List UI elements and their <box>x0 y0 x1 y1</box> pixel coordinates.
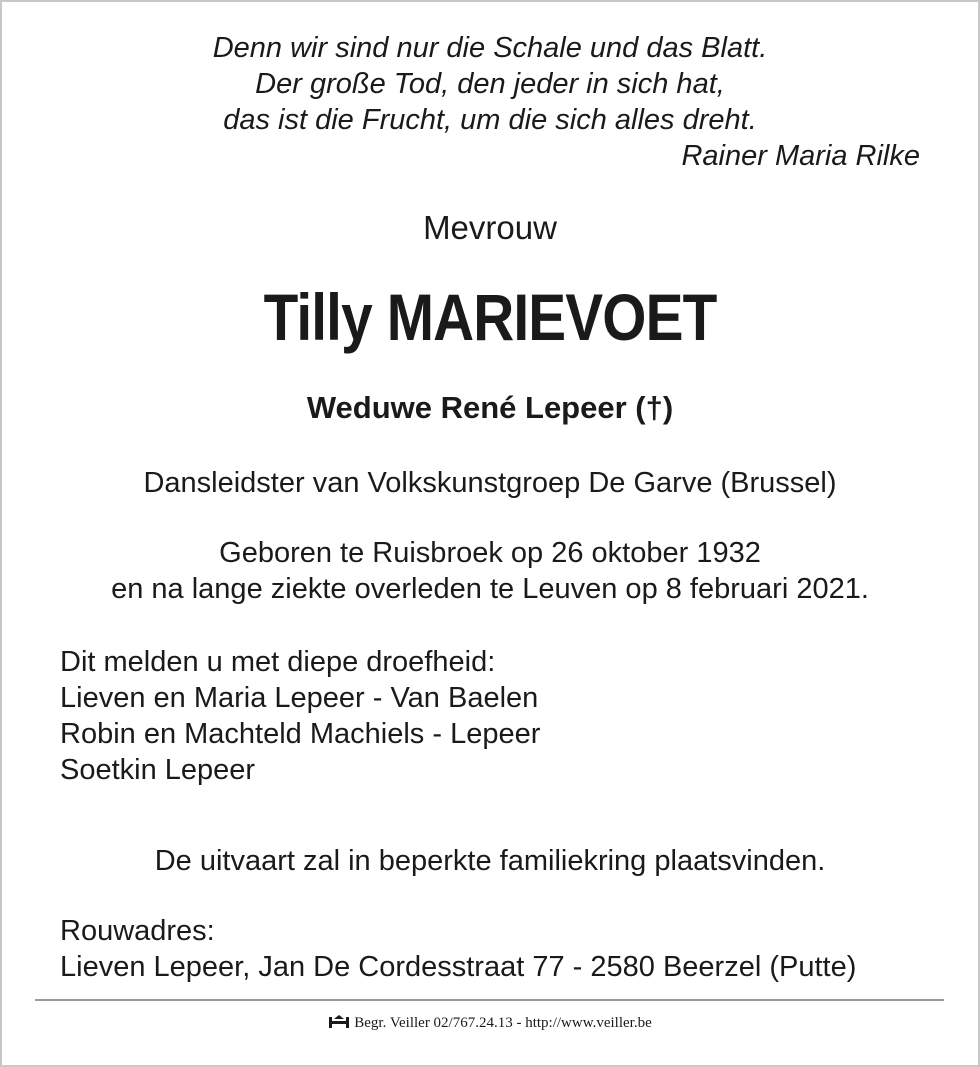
salutation: Mevrouw <box>423 209 557 246</box>
widow-of: Weduwe René Lepeer (†) <box>306 390 674 425</box>
life-dates <box>0 535 980 607</box>
poem-line: das ist die Frucht, um die sich alles dreht. <box>223 104 757 136</box>
mourning-address <box>60 913 856 985</box>
mourner-name: Soetkin Lepeer <box>60 754 256 786</box>
mourners-intro: Dit melden u met diepe droefheid: <box>60 646 496 678</box>
death-line: en na lange ziekte overleden te Leuven op 8 februari 2021. <box>111 573 869 605</box>
birth-line: Geboren te Ruisbroek op 26 oktober 1932 <box>219 537 761 569</box>
address-label: Rouwadres: <box>60 915 215 947</box>
mourner-name: Lieven en Maria Lepeer - Van Baelen <box>60 682 539 714</box>
deceased-name: Tilly MARIEVOET <box>263 280 717 354</box>
mourner-name: Robin en Machteld Machiels - Lepeer <box>60 718 541 750</box>
poem-line: Denn wir sind nur die Schale und das Blatt. <box>212 32 768 64</box>
address-value: Lieven Lepeer, Jan De Cordesstraat 77 - 2580 Beerzel (Putte) <box>60 951 857 983</box>
footer-text: Begr. Veiller 02/767.24.13 - http://www.veiller.be <box>354 1015 652 1031</box>
poem-quote <box>0 30 980 172</box>
poem-line: Der große Tod, den jeder in sich hat, <box>255 68 725 100</box>
funeral-home-logo-icon <box>328 1013 350 1031</box>
funeral-home-footer <box>0 1013 980 1033</box>
funeral-note: De uitvaart zal in beperkte familiekring plaatsvinden. <box>154 845 826 877</box>
role-description: Dansleidster van Volkskunstgroep De Garve (Brussel) <box>143 467 837 499</box>
footer-divider <box>35 999 944 1001</box>
poem-author: Rainer Maria Rilke <box>681 140 920 172</box>
mourners-list <box>60 644 540 788</box>
